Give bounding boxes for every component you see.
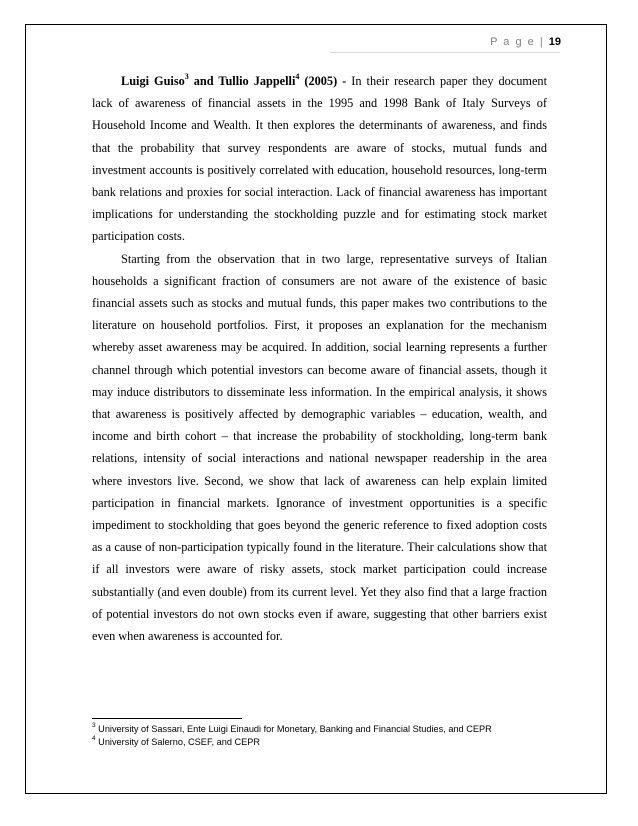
author-jappelli: and Tullio Jappelli [188, 74, 296, 88]
footnote-mark: 3 [92, 721, 96, 729]
page-header [490, 36, 561, 48]
citation-lead [121, 71, 347, 88]
footnote-ref-4: 4 [295, 71, 300, 81]
page-label: P a g e | [490, 36, 545, 48]
body-text [92, 70, 547, 647]
footnote-text: University of Salerno, CSEF, and CEPR [95, 737, 261, 747]
footnotes [92, 723, 572, 749]
citation-year: (2005) - [299, 74, 347, 88]
footnote-rule [92, 718, 242, 719]
page-number: 19 [548, 36, 561, 48]
footnote-3 [92, 723, 572, 736]
paragraph-1 [92, 70, 547, 248]
author-guiso: Luigi Guiso [121, 74, 185, 88]
footnote-mark: 4 [92, 734, 96, 742]
paragraph-2: Starting from the observation that in two large, representative surveys of Italian households a significant fraction of consumers are not aware of the existence of basic financial assets such as stocks and mutual funds, this paper makes two contributions to the literature on household portfolios. First, it proposes an explanation for the mechanism whereby asset awareness may be acquired. In addition, social learning represents a further channel through which potential investors can become aware of financial assets, though it may induce distributors to disseminate less information. In the empirical analysis, it shows that awareness is positively affected by demographic variables – education, wealth, and income and birth cohort – that increase the probability of stockholding, long-term bank relations, intensity of social interactions and national newspaper readership in the area where investors live. Second, we show that lack of awareness can help explain limited participation in financial markets. Ignorance of investment opportunities is a specific impediment to stockholding that goes beyond the generic reference to fixed adoption costs as a cause of non-participation typically found in the literature. Their calculations show that if all investors were aware of risky assets, stock market participation could increase substantially (and even double) from its current level. Yet they also find that a large fraction of potential investors do not own stocks even if aware, suggesting that other barriers exist even when awareness is accounted for. [92, 251, 547, 644]
footnote-4 [92, 736, 572, 749]
paragraph-1-text: In their research paper they document lack of awareness of financial assets in the 1995 and 1998 Bank of Italy Surveys of Household Income and Wealth. It then explores the determinants of awareness, and finds that the probability that survey respondents are aware of stocks, mutual funds and investment accounts is positively correlated with education, household resources, long-term bank relations and proxies for social interaction. Lack of financial awareness has important implications for understanding the stockholding puzzle and for estimating stock market participation costs. [92, 74, 547, 244]
footnote-ref-3: 3 [184, 71, 189, 81]
header-rule [330, 52, 560, 53]
footnote-text: University of Sassari, Ente Luigi Einaudi for Monetary, Banking and Financial Studies, and CEPR [95, 724, 492, 734]
